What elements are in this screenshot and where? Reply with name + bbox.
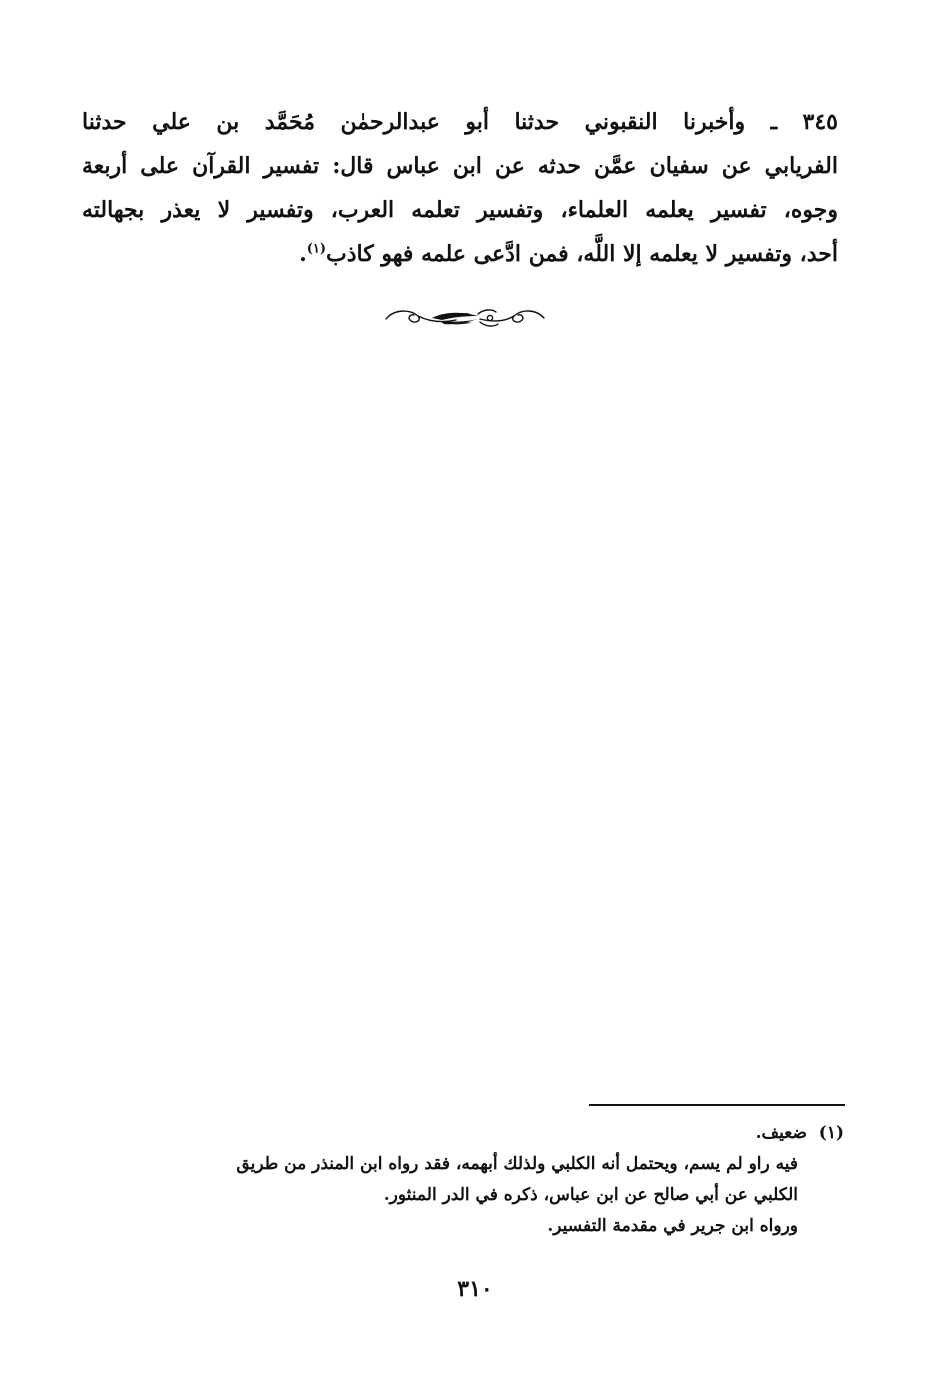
decorative-flourish-icon bbox=[380, 300, 550, 334]
footnote-1-heading bbox=[92, 1118, 844, 1149]
entry-line-3: وجوه، تفسير يعلمه العلماء، وتفسير تعلمه العرب، وتفسير لا يعذر بجهالته bbox=[82, 197, 838, 223]
entry-line-4-text: أحد، وتفسير لا يعلمه إلا اللَّه، فمن ادَّعى علمه فهو كاذب bbox=[326, 241, 838, 267]
entry-line-2: الفريابي عن سفيان عمَّن حدثه عن ابن عباس قال: تفسير القرآن على أربعة bbox=[82, 153, 838, 179]
footnotes bbox=[92, 1118, 844, 1242]
entry-line-4 bbox=[82, 232, 838, 276]
entry-number: ٣٤٥ bbox=[802, 109, 838, 135]
footnote-divider bbox=[589, 1104, 845, 1106]
footnote-line-3: ورواه ابن جرير في مقدمة التفسير. bbox=[547, 1216, 798, 1236]
hadith-entry bbox=[82, 100, 838, 276]
entry-line-1 bbox=[82, 100, 838, 144]
footnote-reference: (١) bbox=[306, 241, 327, 257]
entry-line-1-text: ـ وأخبرنا النقبوني حدثنا أبو عبدالرحمٰن مُحَمَّد بن علي حدثنا bbox=[82, 109, 778, 135]
footnote-line-1: فيه راو لم يسم، ويحتمل أنه الكلبي ولذلك أبهمه، فقد رواه ابن المنذر من طريق bbox=[236, 1154, 798, 1174]
footnote-marker: (١) bbox=[818, 1123, 844, 1143]
entry-final-punct: . bbox=[299, 241, 307, 267]
footnote-line-2: الكلبي عن أبي صالح عن ابن عباس، ذكره في الدر المنثور. bbox=[383, 1185, 798, 1205]
page-number: ٣١٠ bbox=[457, 1276, 493, 1302]
footnote-grade: ضعيف. bbox=[755, 1123, 807, 1143]
